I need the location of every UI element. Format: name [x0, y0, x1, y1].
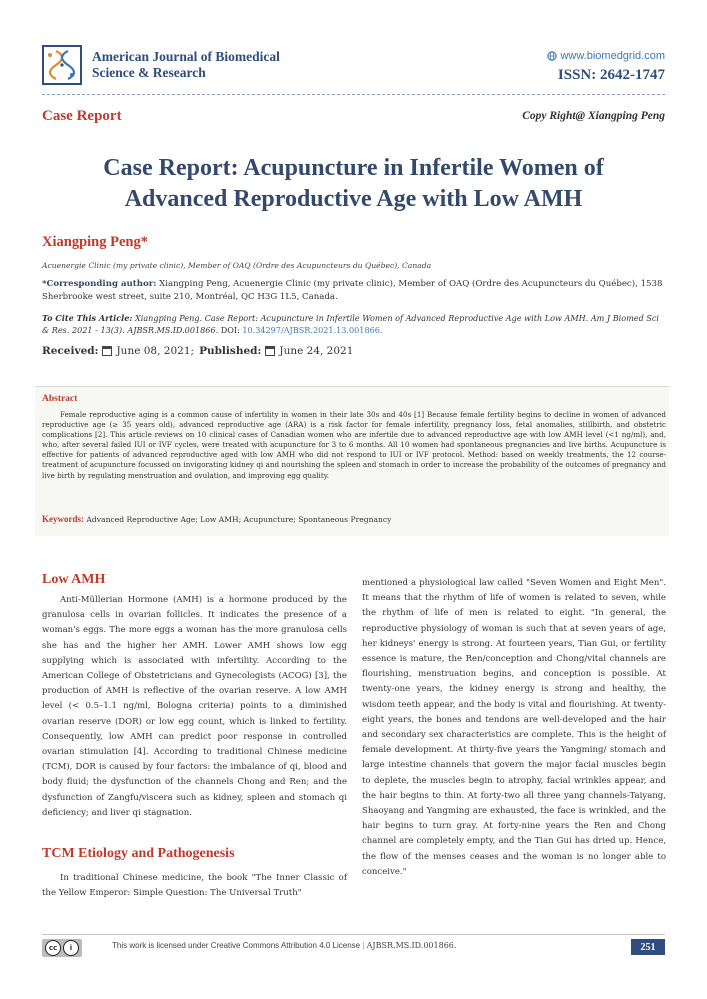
- corresponding-text: Xiangping Peng, Acuenergie Clinic (my private clinic), Member of OAQ (Ordre des Acupuncteurs du Québec), 1538 Sherbrooke west street, suite 210, Montréal, QC H3G 1L5, Canada.: [42, 279, 663, 302]
- cc-license-badge[interactable]: [42, 939, 82, 957]
- keywords-label: Keywords:: [42, 514, 84, 524]
- keywords: [42, 514, 391, 524]
- cc-icon: cc: [45, 940, 61, 956]
- paragraph: Anti-Müllerian Hormone (AMH) is a hormone produced by the granulosa cells in ovarian follicles. It indicates the presence of a woman's eggs. The more eggs a woman has the more granulosa cells she has and the higher her AMH. Lower AMH shows low egg supplying which is associated with infertility. According to the American College of Obstetricians and Gynecologists (ACOG) [3], the production of AMH is reflective of the ovarian reserve. A low AMH level (< 0.5–1.1 ng/ml, Bologna criteria) points to a diminished ovarian reserve (DOR) or low egg count, which is linked to fertility. Consequently, low AMH can predict poor response in controlled ovarian stimulation [4]. According to traditional Chinese medicine (TCM), DOR is caused by four factors: the imbalance of qi, blood and body fluid; the dysfunction of the channels Chong and Ren; and the dysfunction of Zangfu/viscera such as kidney, spleen and stomach qi deficiency; and liver qi stagnation.: [42, 595, 347, 818]
- left-column-tcm: [42, 871, 347, 901]
- copyright: Copy Right@ Xiangping Peng: [522, 110, 665, 122]
- received-label: Received:: [42, 345, 99, 357]
- published-date: June 24, 2021: [279, 345, 354, 357]
- keywords-text: Advanced Reproductive Age; Low AMH; Acupuncture; Spontaneous Pregnancy: [86, 515, 392, 524]
- issn: ISSN: 2642-1747: [557, 67, 665, 83]
- calendar-icon: [102, 346, 112, 356]
- cite-label: To Cite This Article:: [42, 313, 133, 323]
- calendar-icon: [265, 346, 275, 356]
- corresponding-label: *Corresponding author:: [42, 279, 157, 289]
- section-heading-tcm: TCM Etiology and Pathogenesis: [42, 846, 235, 861]
- website-link[interactable]: [547, 50, 665, 62]
- citation: [42, 312, 667, 336]
- page-number: 251: [631, 939, 665, 955]
- by-icon: i: [63, 940, 79, 956]
- license-statement: This work is licensed under Creative Commons Attribution 4.0 License: [112, 941, 361, 950]
- left-column: [42, 593, 347, 821]
- corresponding-author: [42, 278, 667, 303]
- doi-link[interactable]: 10.34297/AJBSR.2021.13.001866.: [242, 325, 383, 335]
- journal-logo: [42, 45, 82, 85]
- right-column: [362, 576, 666, 880]
- cite-text: Xiangping Peng. Case Report: Acupuncture in Infertile Women of Advanced Reproductive Age with Low AMH. Am J Biomed Sci & Res. 2021 - 13(3). AJBSR.MS.ID.001866.: [42, 313, 660, 335]
- header-divider: [42, 94, 665, 95]
- received-date: June 08, 2021;: [116, 345, 195, 357]
- article-id: AJBSR.MS.ID.001866.: [366, 941, 457, 950]
- paragraph: In traditional Chinese medicine, the book "The Inner Classic of the Yellow Emperor: Simple Question: The Universal Truth": [42, 873, 347, 899]
- published-label: Published:: [199, 345, 262, 357]
- abstract-heading: Abstract: [42, 394, 78, 404]
- author-name: Xiangping Peng*: [42, 234, 148, 250]
- article-dates: [42, 345, 353, 357]
- article-type: Case Report: [42, 108, 122, 124]
- doi-label: DOI:: [218, 325, 243, 335]
- journal-name: American Journal of Biomedical Science & Research: [92, 49, 280, 80]
- footer-divider: [42, 934, 665, 935]
- website-text[interactable]: www.biomedgrid.com: [560, 50, 665, 62]
- cc-badge-background: [42, 939, 82, 957]
- article-title: Case Report: Acupuncture in Infertile Women of Advanced Reproductive Age with Low AMH: [103, 155, 604, 212]
- globe-icon: [547, 51, 557, 61]
- paragraph: mentioned a physiological law called "Seven Women and Eight Men". It means that the rhythm of life of women is related to seven, while the rhythm of life of men is related to eight. "In general, the reproductive physiology of woman is such that at seven years of age, her kidneys' energy is strong. At fourteen years, Tian Gui, or fertility essence is mature, the Ren/conception and Chong/vital channels are flourishing, menstruation begins, and conception is possible. At twenty-one years, the kidney energy is strong and healthy, the wisdom teeth appear, and the body is vital and flourishing. At twenty-eight years, the bones and tendons are well-developed and the hair and secondary sex characteristics are complete. This is the height of female development. At thirty-five years the Yangming/ stomach and large intestine channels that govern the major facial muscles begin to deplete, the muscles begin to atrophy, facial wrinkles appear, and the hair begins to thin. At forty-two all three yang channels-Taiyang, Shaoyang and Yangming are exhausted, the face is wrinkled, and the hair begins to turn gray. At forty-nine years the Ren and Chong channel are completely empty, and the Tian Gui has dried up. Hence, the flow of the menses ceases and the woman is no longer able to conceive.": [362, 578, 666, 877]
- section-heading-low-amh: Low AMH: [42, 572, 106, 587]
- license-text: This work is licensed under Creative Commons Attribution 4.0 License | AJBSR.MS.ID.001866.: [112, 941, 457, 950]
- abstract-text: Female reproductive aging is a common cause of infertility in women in their late 30s and 40s [1] Because female fertility begins to decline in women of advanced reproductive age (≥ 35 years old), advanced reproductive age (ARA) is a risk factor for female infertility, pregnancy loss, fetal anomalies, stillbirth, and obstetric complications [2]. This article reviews on 10 clinical cases of Canadian women who are infertile due to advanced reproductive age with low AMH level (<1 ng/ml), and, who, after several failed IUI or IVF cycles, were treated with acupuncture for 3 to 6 months. All 10 women had spontaneous pregnancies and live births. Acupuncture is effective for patients of advanced reproductive aged with low AMH who did not respond to IUI or IVF protocol. Method: based on weekly treatments, the 12 course-treatment of acupuncture focussed on invigorating kidney qi and nourishing the spleen and stomach in order to increase the probability of the outcomes of pregnancy and live birth by regulating menstruation and ovulation, and improving egg quality.: [42, 410, 666, 480]
- author-affiliation: Acuenergie Clinic (my private clinic), Member of OAQ (Ordre des Acupuncteurs du Québec), Canada: [42, 261, 432, 270]
